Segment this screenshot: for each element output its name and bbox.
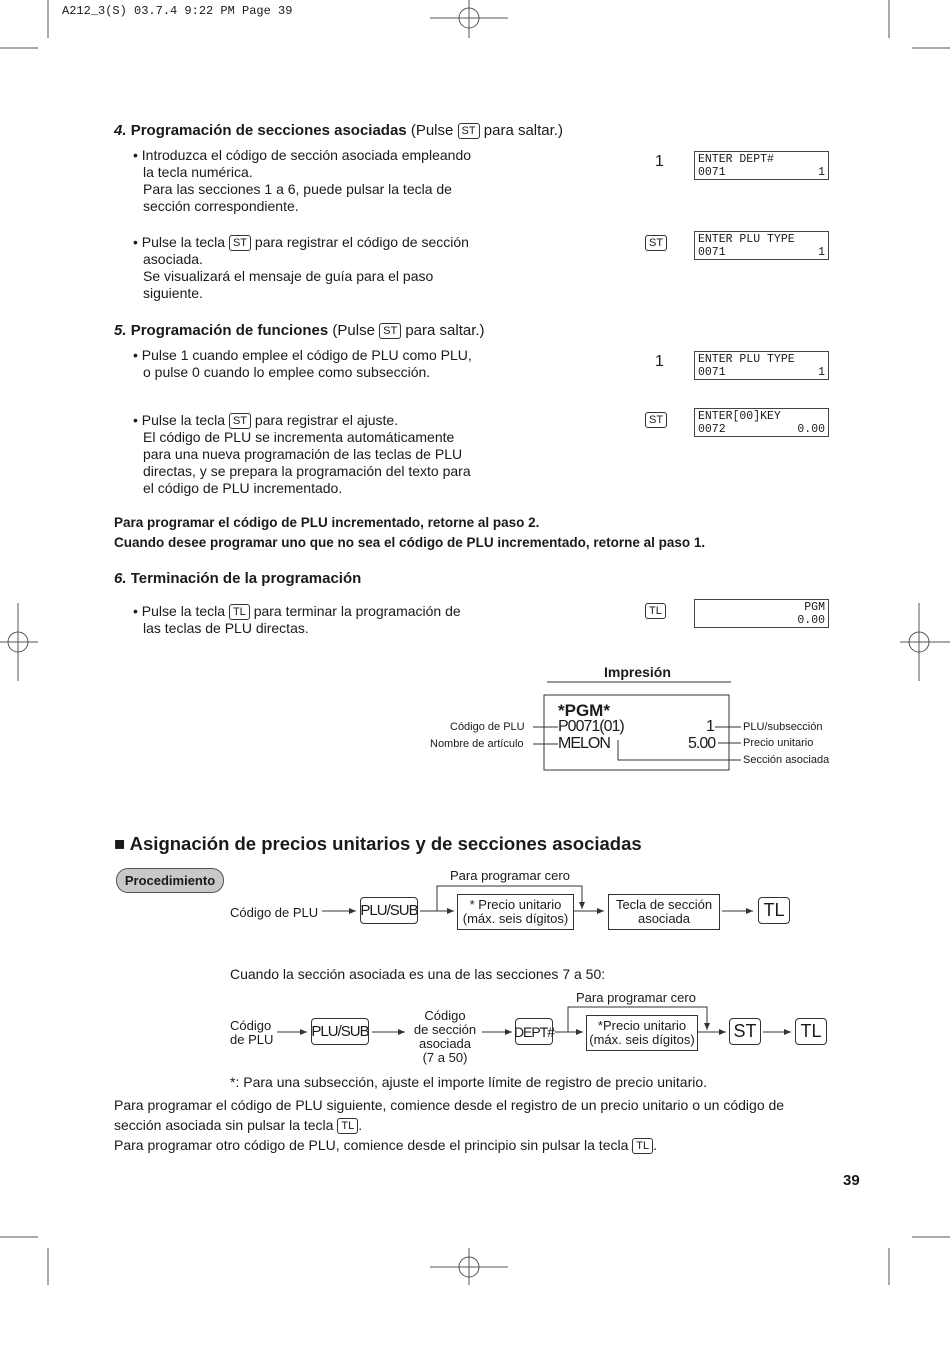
dept-hash-key: DEPT#	[515, 1018, 553, 1045]
receipt-item-name: MELON	[558, 735, 610, 752]
flow1-plu-code: Código de PLU	[230, 905, 319, 920]
step4-bullet1: • Introduzca el código de sección asociada empleando la tecla numérica. Para las secciones 1 a 6, puede pulsar la tecla de sección correspondiente.	[133, 147, 472, 214]
flow2-dept-code: Código de sección asociada (7 a 50)	[413, 1008, 477, 1065]
plu-sub-key: PLU/SUB	[360, 897, 418, 924]
display-enter-plu-type-2: ENTER PLU TYPE 0071 1	[694, 351, 829, 380]
label-plu-code: Código de PLU	[450, 721, 525, 733]
footnote-next-plu: Para programar el código de PLU siguiente, comience desde el registro de un precio unitario o un código de sección asociada sin pulsar la tecla TL . Para programar otro código de PLU, comience desde el principio sin pulsar la tecla TL .	[114, 1097, 785, 1153]
step5-input-1: 1	[655, 353, 664, 370]
label-plu-subsection: PLU/subsección	[743, 721, 823, 733]
receipt-price: 5.00	[688, 735, 716, 752]
step6-heading: 6. Terminación de la programación	[114, 570, 362, 587]
step5-input-st: ST	[645, 412, 667, 428]
step5-bullet1: • Pulse 1 cuando emplee el código de PLU como PLU, o pulse 0 cuando lo emplee como subsección.	[133, 347, 472, 380]
flow1-dept-key-box: Tecla de sección asociada	[608, 894, 720, 930]
display-enter-00-key: ENTER[00]KEY 0072 0.00	[694, 408, 829, 437]
note-return: Para programar el código de PLU incrementado, retorne al paso 2. Cuando desee programar uno que no sea el código de PLU incrementado, retorne al paso 1.	[114, 515, 706, 550]
display-enter-plu-type-1: ENTER PLU TYPE 0071 1	[694, 231, 829, 260]
receipt-pgm: *PGM*	[558, 701, 610, 720]
step5-heading: 5. Programación de funciones (Pulse ST para saltar.)	[114, 322, 485, 339]
footnote-subsection: *: Para una subsección, ajuste el importe límite de registro de precio unitario.	[230, 1074, 708, 1090]
step6-bullet1: • Pulse la tecla TL para terminar la programación de las teclas de PLU directas.	[133, 603, 461, 636]
flow2-unit-price-box: *Precio unitario (máx. seis dígitos)	[586, 1015, 698, 1051]
step4-bullet2: • Pulse la tecla ST para registrar el código de sección asociada. Se visualizará el mensaje de guía para el paso siguiente.	[133, 234, 469, 301]
display-enter-dept: ENTER DEPT# 0071 1	[694, 151, 829, 180]
step4-input-st: ST	[645, 235, 667, 251]
plu-sub-key-2: PLU/SUB	[311, 1018, 369, 1045]
step4-input-1: 1	[655, 153, 664, 170]
st-key: ST	[729, 1018, 761, 1045]
receipt-title: Impresión	[604, 664, 671, 680]
display-pgm: PGM 0.00	[694, 599, 829, 628]
print-header: A212_3(S) 03.7.4 9:22 PM Page 39	[62, 4, 293, 18]
label-item-name: Nombre de artículo	[430, 738, 524, 750]
flow2-intro: Cuando la sección asociada es una de las secciones 7 a 50:	[230, 966, 606, 982]
flow1-unit-price-box: * Precio unitario (máx. seis dígitos)	[457, 894, 574, 930]
section-title: ■ Asignación de precios unitarios y de secciones asociadas	[114, 833, 642, 854]
tl-key: TL	[758, 897, 790, 924]
tl-key-2: TL	[795, 1018, 827, 1045]
step5-bullet2: • Pulse la tecla ST para registrar el ajuste. El código de PLU se incrementa automáticamente para una nueva programación de las teclas de PLU directas, y se prepara la programación del texto para el código de PLU incrementado.	[133, 412, 471, 496]
procedure-badge: Procedimiento	[116, 868, 224, 893]
flow1-zero-label: Para programar cero	[450, 868, 570, 883]
flow2-zero-label: Para programar cero	[576, 990, 696, 1005]
step6-input-tl: TL	[645, 603, 666, 619]
label-unit-price: Precio unitario	[743, 737, 814, 749]
square-bullet-icon: ■	[114, 833, 126, 854]
label-assoc-dept: Sección asociada	[743, 754, 830, 766]
flow2-plu-code: Código de PLU	[230, 1018, 274, 1047]
page-number: 39	[843, 1172, 860, 1189]
receipt-plu-code: P0071(01)	[558, 718, 624, 735]
step4-heading: 4. Programación de secciones asociadas (Pulse ST para saltar.)	[114, 122, 563, 139]
receipt-plu-type: 1	[706, 718, 714, 735]
